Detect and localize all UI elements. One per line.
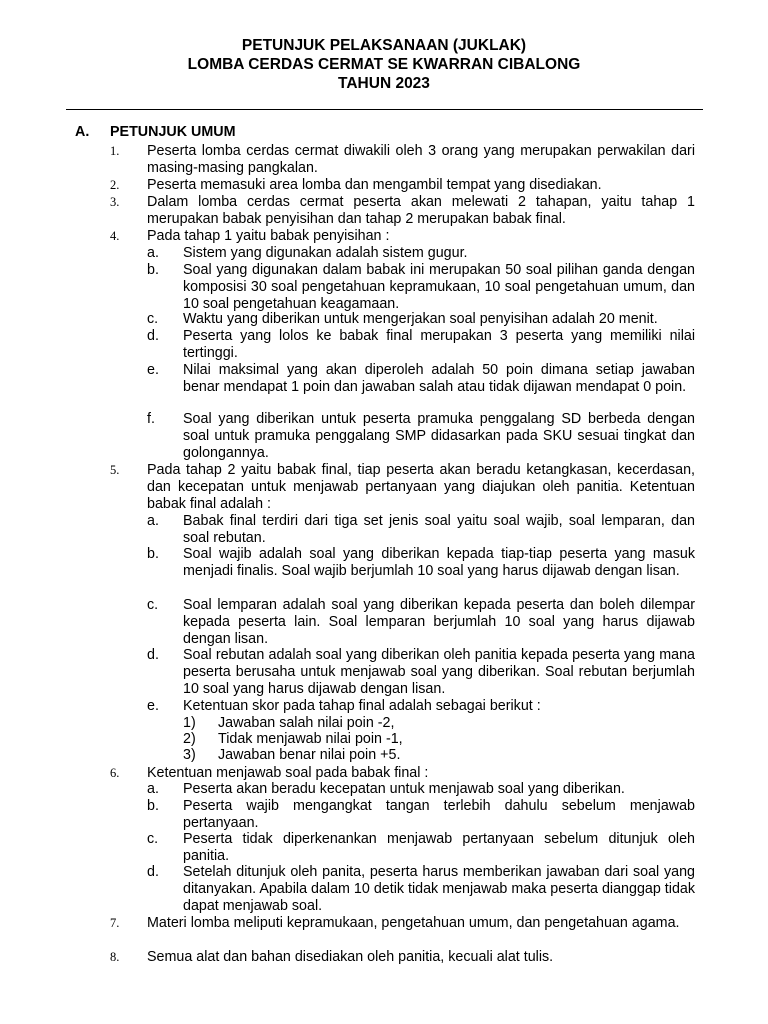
sub-item-text: Soal yang diberikan untuk peserta pramuka penggalang SD berbeda dengan soal untuk pramuka penggalang SMP didasarkan pada SKU sesuai tingkat dan golongannya. — [183, 411, 695, 461]
sub-item-letter: d. — [147, 647, 159, 663]
item-text: Pada tahap 1 yaitu babak penyisihan : — [147, 228, 390, 244]
sub-item-text: Soal lemparan adalah soal yang diberikan kepada peserta dan boleh dilempar kepada peserta lain. Soal lemparan berjumlah 10 soal yang harus dijawab dengan lisan. — [183, 597, 695, 647]
point-text: Jawaban salah nilai poin -2, — [218, 715, 395, 731]
point-number: 2) — [183, 731, 196, 747]
item-text: Semua alat dan bahan disediakan oleh panitia, kecuali alat tulis. — [147, 949, 554, 965]
header-divider — [66, 109, 703, 110]
document-subtitle: LOMBA CERDAS CERMAT SE KWARRAN CIBALONG — [187, 56, 581, 73]
sub-item-text: Soal rebutan adalah soal yang diberikan oleh panitia kepada peserta yang mana peserta berusaha untuk menjawab soal yang diberikan. Soal rebutan berjumlah 10 soal yang harus dijawab dengan lisan. — [183, 647, 695, 697]
sub-item-letter: d. — [147, 328, 159, 344]
document-title: PETUNJUK PELAKSANAAN (JUKLAK) — [241, 37, 527, 54]
item-number: 5. — [110, 463, 120, 477]
sub-item-text: Nilai maksimal yang akan diperoleh adalah 50 poin dimana setiap jawaban benar mendapat 1 poin dan jawaban salah atau tidak dijawan mendapat 0 poin. — [183, 362, 695, 395]
item-text: Dalam lomba cerdas cermat peserta akan melewati 2 tahapan, yaitu tahap 1 merupakan babak penyisihan dan tahap 2 merupakan babak final. — [147, 194, 695, 227]
sub-item-letter: b. — [147, 262, 159, 278]
item-number: 2. — [110, 178, 120, 192]
item-number: 3. — [110, 195, 120, 209]
sub-item-text: Peserta tidak diperkenankan menjawab pertanyaan sebelum ditunjuk oleh panitia. — [183, 831, 695, 864]
sub-item-letter: a. — [147, 245, 159, 261]
point-number: 1) — [183, 715, 196, 731]
item-number: 6. — [110, 766, 120, 780]
sub-item-letter: b. — [147, 798, 159, 814]
item-text: Pada tahap 2 yaitu babak final, tiap peserta akan beradu ketangkasan, kecerdasan, dan kecepatan untuk menjawab pertanyaan yang diajukan oleh panitia. Ketentuan babak final adalah : — [147, 462, 695, 512]
section-title: PETUNJUK UMUM — [110, 124, 236, 140]
item-text: Peserta memasuki area lomba dan mengambil tempat yang disediakan. — [147, 177, 602, 193]
sub-item-letter: b. — [147, 546, 159, 562]
sub-item-letter: a. — [147, 513, 159, 529]
sub-item-text: Soal yang digunakan dalam babak ini merupakan 50 soal pilihan ganda dengan komposisi 30 soal pengetahuan kepramukaan, 10 soal pengetahuan umum, dan 10 soal pengetahuan keagamaan. — [183, 262, 695, 312]
item-number: 1. — [110, 144, 120, 158]
sub-item-text: Peserta akan beradu kecepatan untuk menjawab soal yang diberikan. — [183, 781, 625, 797]
point-text: Tidak menjawab nilai poin -1, — [218, 731, 403, 747]
sub-item-text: Peserta yang lolos ke babak final merupakan 3 peserta yang memiliki nilai tertinggi. — [183, 328, 695, 361]
point-text: Jawaban benar nilai poin +5. — [218, 747, 401, 763]
sub-item-text: Babak final terdiri dari tiga set jenis soal yaitu soal wajib, soal lemparan, dan soal rebutan. — [183, 513, 695, 546]
sub-item-letter: e. — [147, 362, 159, 378]
item-number: 4. — [110, 229, 120, 243]
item-text: Ketentuan menjawab soal pada babak final : — [147, 765, 429, 781]
sub-item-letter: c. — [147, 831, 159, 847]
sub-item-text: Peserta wajib mengangkat tangan terlebih dahulu sebelum menjawab pertanyaan. — [183, 798, 695, 831]
sub-item-text: Sistem yang digunakan adalah sistem gugur. — [183, 245, 468, 261]
item-number: 8. — [110, 950, 120, 964]
document-year: TAHUN 2023 — [338, 75, 430, 92]
sub-item-letter: a. — [147, 781, 159, 797]
item-number: 7. — [110, 916, 120, 930]
sub-item-letter: f. — [147, 411, 155, 427]
sub-item-letter: c. — [147, 597, 159, 613]
sub-item-text: Setelah ditunjuk oleh panita, peserta harus memberikan jawaban dari soal yang ditanyakan. Apabila dalam 10 detik tidak menjawab maka peserta dianggap tidak dapat menjawab soal. — [183, 864, 695, 914]
sub-item-text: Waktu yang diberikan untuk mengerjakan soal penyisihan adalah 20 menit. — [183, 311, 658, 327]
sub-item-letter: e. — [147, 698, 159, 714]
sub-item-text: Ketentuan skor pada tahap final adalah sebagai berikut : — [183, 698, 541, 714]
sub-item-letter: c. — [147, 311, 159, 327]
section-number: A. — [75, 124, 90, 140]
item-text: Peserta lomba cerdas cermat diwakili oleh 3 orang yang merupakan perwakilan dari masing-masing pangkalan. — [147, 143, 695, 176]
sub-item-letter: d. — [147, 864, 159, 880]
sub-item-text: Soal wajib adalah soal yang diberikan kepada tiap-tiap peserta yang masuk menjadi finalis. Soal wajib berjumlah 10 soal yang harus dijawab dengan lisan. — [183, 546, 695, 579]
point-number: 3) — [183, 747, 196, 763]
item-text: Materi lomba meliputi kepramukaan, pengetahuan umum, dan pengetahuan agama. — [147, 915, 680, 931]
